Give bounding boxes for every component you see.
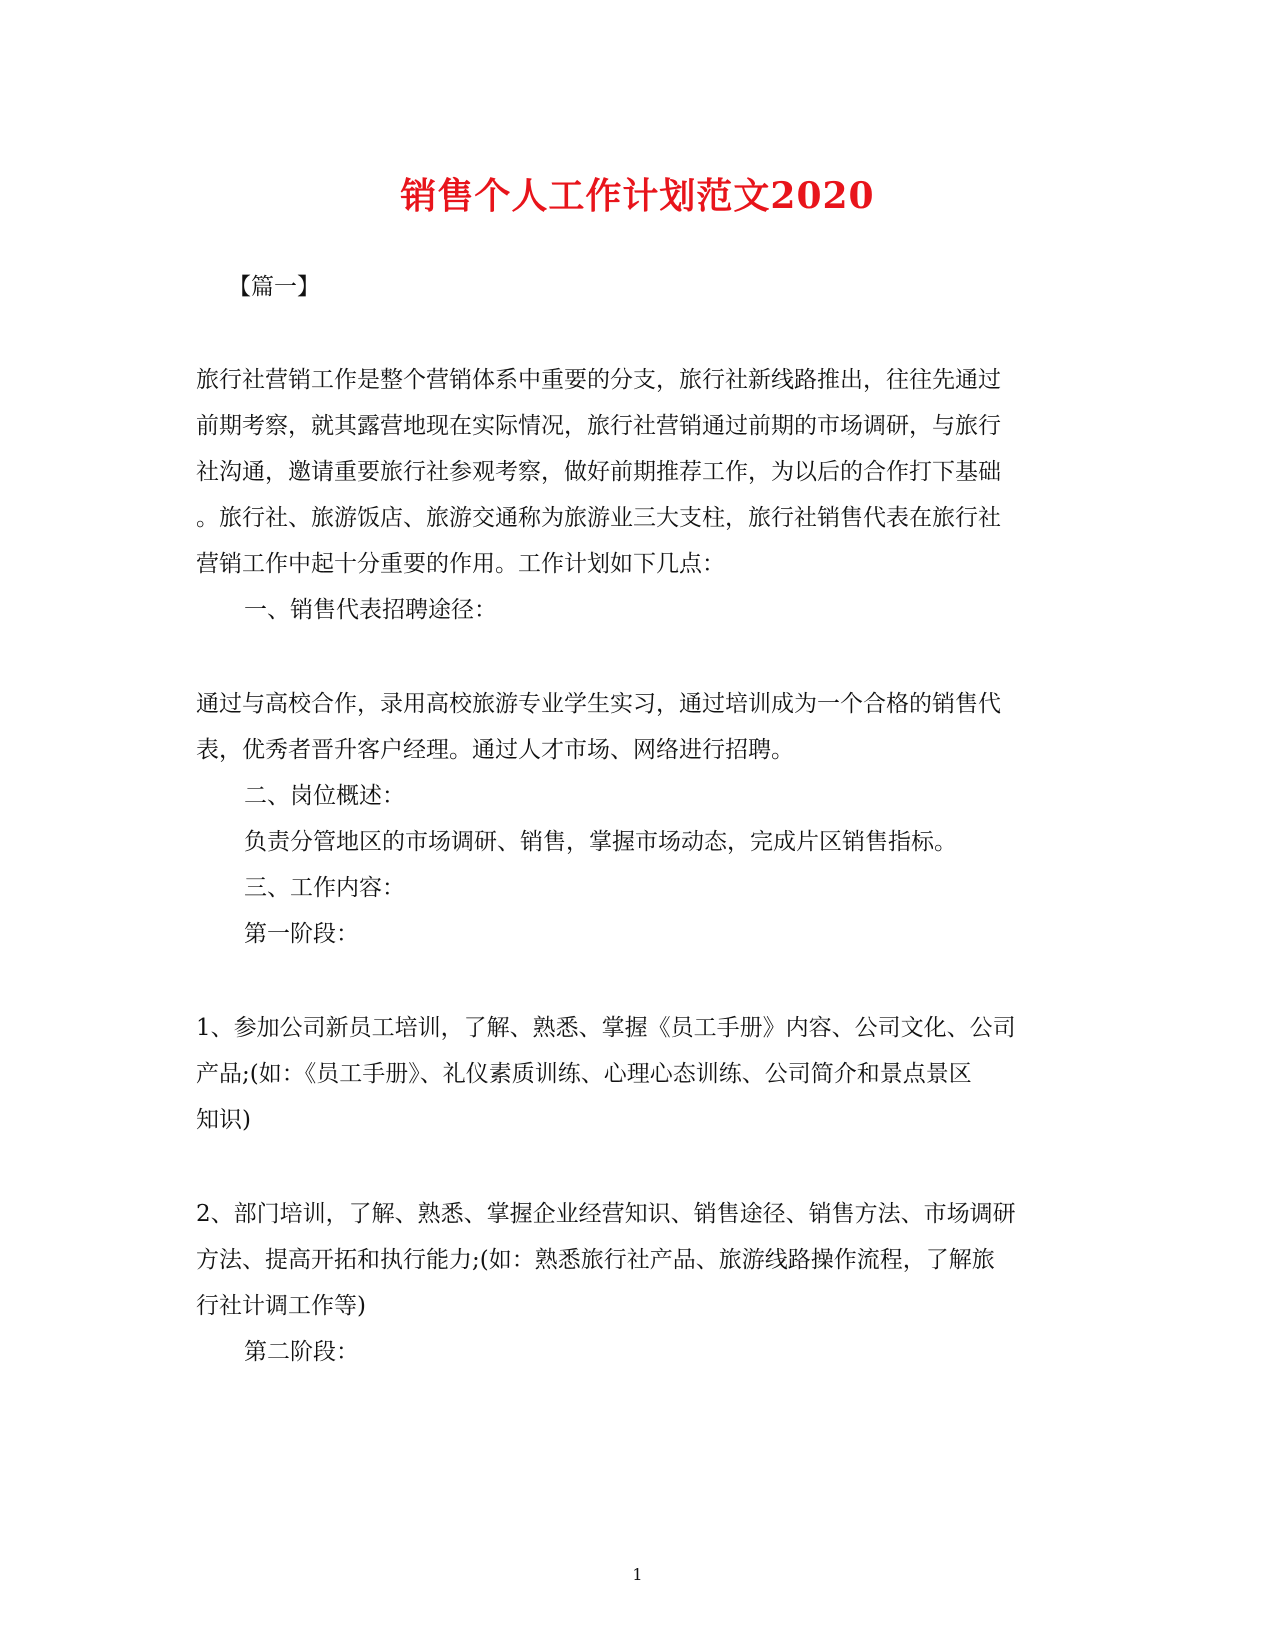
document-title: 销售个人工作计划范文2020	[400, 175, 875, 217]
paragraph-line: 旅行社营销工作是整个营销体系中重要的分支，旅行社新线路推出，往往先通过	[196, 367, 1001, 393]
paragraph-line: 。旅行社、旅游饭店、旅游交通称为旅游业三大支柱，旅行社销售代表在旅行社	[196, 505, 1001, 531]
list-item-line: 2、部门培训，了解、熟悉、掌握企业经营知识、销售途径、销售方法、市场调研	[196, 1201, 1016, 1227]
section-label: 【篇一】	[228, 274, 320, 300]
paragraph-line: 表，优秀者晋升客户经理。通过人才市场、网络进行招聘。	[196, 737, 794, 763]
list-item-line: 方法、提高开拓和执行能力;(如：熟悉旅行社产品、旅游线路操作流程，了解旅	[196, 1247, 995, 1273]
list-item-line: 知识)	[196, 1107, 251, 1133]
heading-position: 二、岗位概述：	[244, 783, 405, 809]
heading-work-content: 三、工作内容：	[244, 875, 405, 901]
page-number: 1	[632, 1565, 643, 1584]
heading-stage-two: 第二阶段：	[244, 1339, 359, 1365]
paragraph-line: 负责分管地区的市场调研、销售，掌握市场动态，完成片区销售指标。	[244, 829, 957, 855]
paragraph-line: 前期考察，就其露营地现在实际情况，旅行社营销通过前期的市场调研，与旅行	[196, 413, 1001, 439]
paragraph-line: 营销工作中起十分重要的作用。工作计划如下几点：	[196, 551, 725, 577]
list-item-line: 产品;(如：《员工手册》、礼仪素质训练、心理心态训练、公司简介和景点景区	[196, 1061, 972, 1087]
list-item-line: 行社计调工作等)	[196, 1293, 366, 1319]
paragraph-line: 社沟通，邀请重要旅行社参观考察，做好前期推荐工作，为以后的合作打下基础	[196, 459, 1001, 485]
list-item-line: 1、参加公司新员工培训，了解、熟悉、掌握《员工手册》内容、公司文化、公司	[196, 1015, 1016, 1041]
paragraph-line: 通过与高校合作，录用高校旅游专业学生实习，通过培训成为一个合格的销售代	[196, 691, 1001, 717]
heading-recruitment: 一、销售代表招聘途径：	[244, 597, 497, 623]
heading-stage-one: 第一阶段：	[244, 921, 359, 947]
